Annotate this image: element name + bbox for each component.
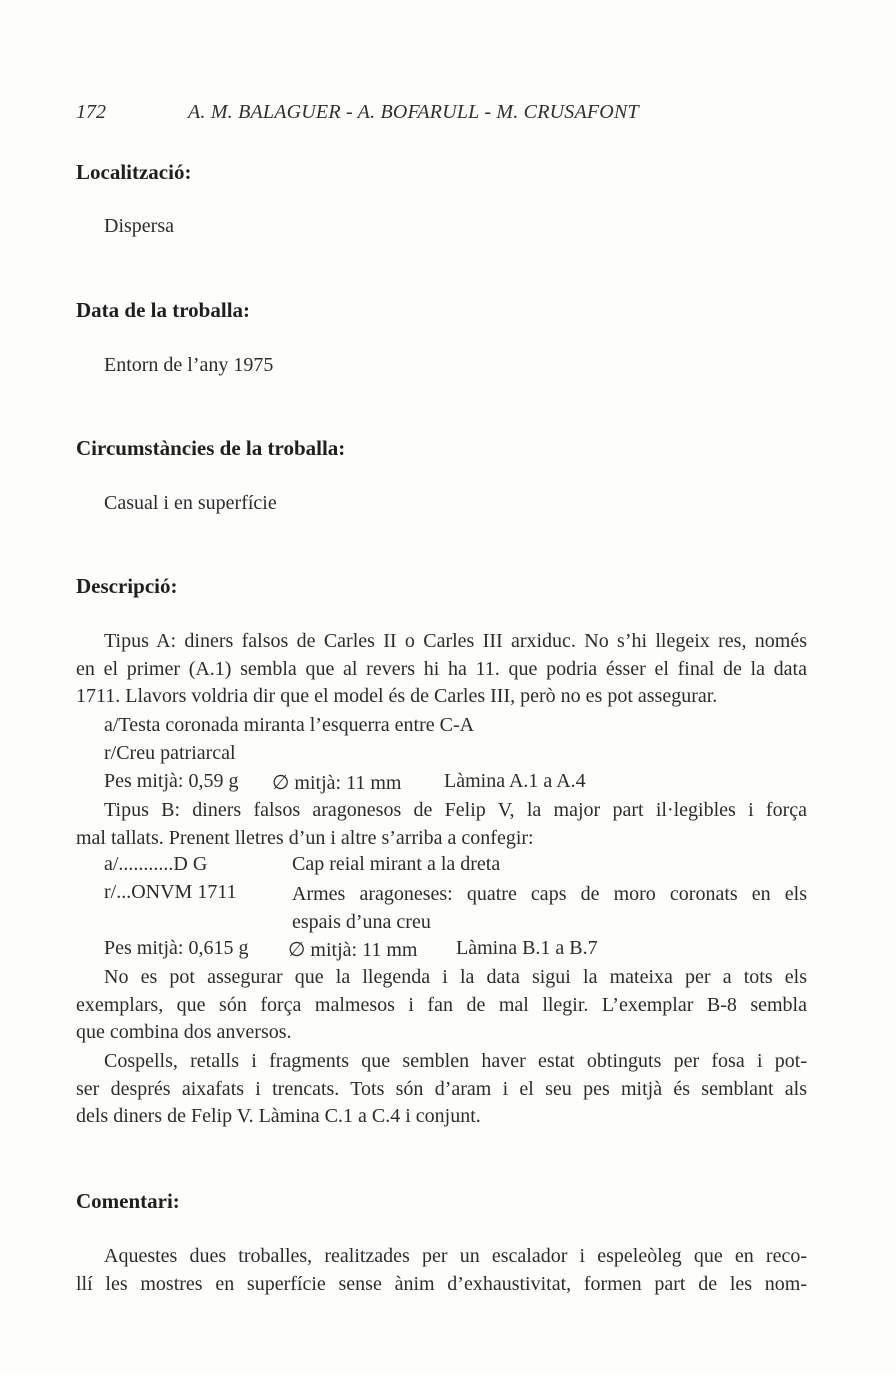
tipus-b-diametre: ∅ mitjà: 11 mm: [288, 939, 418, 961]
text-line: Cospells, retalls i fragments que semblen haver estat obtinguts per fosa i pot-: [104, 1050, 807, 1072]
circumstancies-value: Casual i en superfície: [104, 492, 277, 514]
paragraph-llegenda: [76, 964, 807, 1047]
tipus-b-pes: Pes mitjà: 0,615 g: [104, 937, 249, 959]
text-line: que combina dos anversos.: [76, 1021, 292, 1043]
text-line: espais d’una creu: [292, 910, 431, 933]
tipus-b-anvers-legend: a/...........D G: [104, 853, 208, 875]
tipus-b-revers-desc: [292, 881, 807, 936]
page-number: 172: [76, 101, 106, 123]
paragraph-tipus-a: [76, 628, 807, 711]
text-line: Tipus A: diners falsos de Carles II o Carles III arxiduc. No s’hi llegeix res, només: [104, 630, 807, 652]
text-line: Tipus B: diners falsos aragonesos de Felip V, la major part il·legibles i força: [104, 799, 807, 821]
text-line: 1711. Llavors voldria dir que el model és de Carles III, però no es pot assegurar.: [76, 685, 718, 707]
tipus-a-lamina: Làmina A.1 a A.4: [444, 770, 586, 792]
tipus-a-diametre: ∅ mitjà: 11 mm: [272, 772, 402, 794]
text-line: exemplars, que són força malmesos i fan de mal llegir. L’exemplar B-8 sembla: [76, 993, 807, 1016]
tipus-b-revers-legend: r/...ONVM 1711: [104, 881, 237, 903]
heading-localitzacio: Localització:: [76, 160, 192, 184]
running-header-authors: A. M. BALAGUER - A. BOFARULL - M. CRUSAFONT: [188, 101, 639, 123]
heading-circumstancies: Circumstàncies de la troballa:: [76, 436, 346, 460]
text-line: en el primer (A.1) sembla que al revers hi ha 11. que podria ésser el final de la data: [76, 657, 807, 680]
text-line: No es pot assegurar que la llegenda i la data sigui la mateixa per a tots els: [104, 966, 807, 988]
paragraph-tipus-b: [76, 797, 807, 852]
text-line: dels diners de Felip V. Làmina C.1 a C.4 i conjunt.: [76, 1105, 481, 1127]
heading-descripcio: Descripció:: [76, 574, 178, 598]
localitzacio-value: Dispersa: [104, 215, 174, 237]
tipus-a-anvers: a/Testa coronada miranta l’esquerra entre C-A: [104, 714, 475, 736]
heading-comentari: Comentari:: [76, 1189, 180, 1213]
tipus-a-pes: Pes mitjà: 0,59 g: [104, 770, 239, 792]
tipus-b-anvers-desc: Cap reial mirant a la dreta: [292, 853, 501, 875]
paragraph-cospells: [76, 1048, 807, 1131]
text-line: Aquestes dues troballes, realitzades per un escalador i espeleòleg que en reco-: [104, 1245, 807, 1267]
text-line: Armes aragoneses: quatre caps de moro coronats en els: [292, 883, 807, 905]
tipus-a-revers: r/Creu patriarcal: [104, 742, 236, 764]
paragraph-comentari: [76, 1243, 807, 1298]
tipus-b-lamina: Làmina B.1 a B.7: [456, 937, 598, 959]
text-line: mal tallats. Prenent lletres d’un i altre s’arriba a confegir:: [76, 826, 534, 849]
data-troballa-value: Entorn de l’any 1975: [104, 354, 274, 376]
text-line: llí les mostres en superfície sense ànim d’exhaustivitat, formen part de les nom-: [76, 1272, 807, 1295]
text-line: ser després aixafats i trencats. Tots són d’aram i el seu pes mitjà és semblant als: [76, 1077, 807, 1100]
heading-data-troballa: Data de la troballa:: [76, 298, 251, 322]
